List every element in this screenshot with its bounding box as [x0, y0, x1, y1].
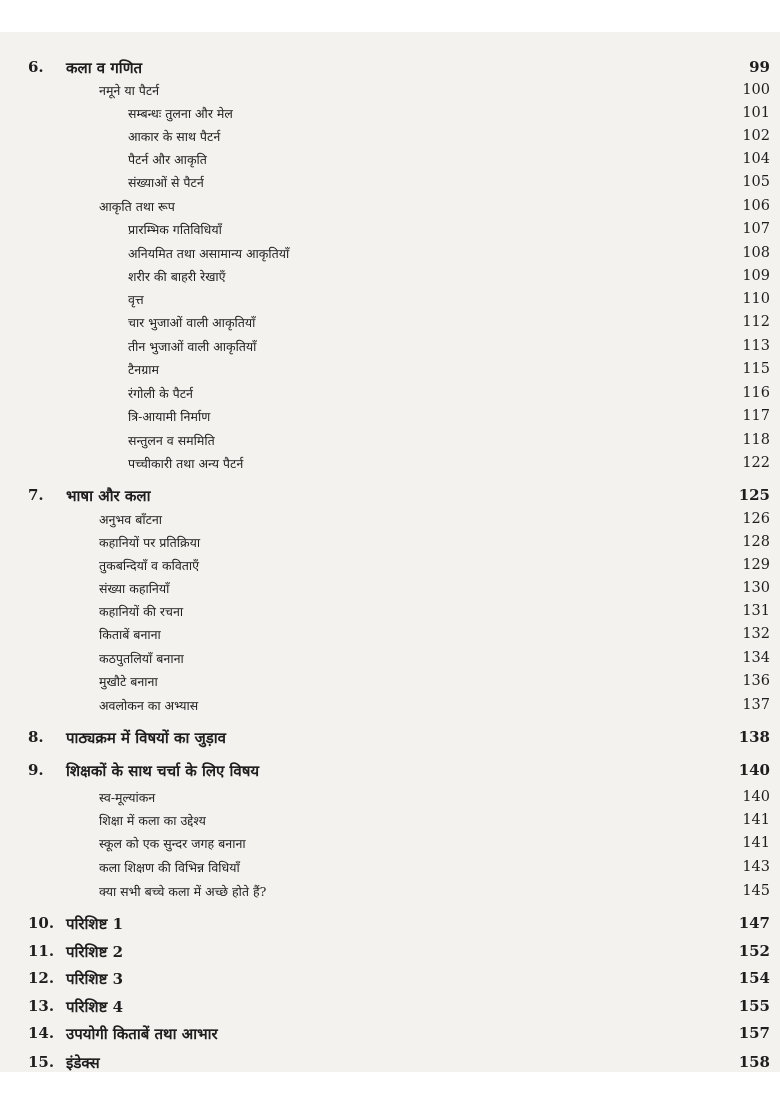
entry-title: क्या सभी बच्चे कला में अच्छे होते हैं? — [99, 884, 267, 899]
toc-chapter-row — [0, 726, 780, 748]
toc-entry-row — [0, 383, 780, 405]
toc-entry-row — [0, 671, 780, 693]
toc-entry-row — [0, 126, 780, 148]
page-number: 136 — [742, 673, 770, 689]
chapter-title: परिशिष्ट 2 — [66, 943, 124, 961]
toc-entry-row — [0, 881, 780, 903]
toc-entry-row — [0, 787, 780, 809]
toc-entry-row — [0, 312, 780, 334]
toc-entry-row — [0, 359, 780, 381]
page-number: 99 — [749, 58, 770, 76]
entry-title: अवलोकन का अभ्यास — [99, 698, 199, 713]
page-number: 145 — [742, 883, 770, 899]
page-number: 147 — [738, 914, 770, 932]
toc-entry-row — [0, 453, 780, 475]
toc-chapter-row — [0, 484, 780, 506]
chapter-number: 11. — [28, 942, 55, 960]
chapter-title: पाठ्यक्रम में विषयों का जुड़ाव — [66, 729, 226, 747]
page-number: 128 — [742, 534, 770, 550]
page-number: 134 — [742, 650, 770, 666]
toc-entry-row — [0, 336, 780, 358]
entry-title: शरीर की बाहरी रेखाएँ — [128, 269, 226, 284]
toc-entry-row — [0, 810, 780, 832]
page-number: 115 — [742, 361, 770, 377]
page-number: 100 — [742, 82, 770, 98]
entry-title: स्कूल को एक सुन्दर जगह बनाना — [99, 836, 246, 851]
toc-entry-row — [0, 509, 780, 531]
toc-entry-row — [0, 172, 780, 194]
entry-title: स्व-मूल्यांकन — [99, 790, 156, 805]
toc-chapter-row — [0, 759, 780, 781]
page-number: 117 — [742, 408, 770, 424]
chapter-number: 6. — [28, 58, 44, 76]
entry-title: आकृति तथा रूप — [99, 199, 175, 214]
page-number: 138 — [738, 728, 770, 746]
chapter-number: 15. — [28, 1053, 55, 1071]
chapter-number: 10. — [28, 914, 55, 932]
toc-entry-row — [0, 648, 780, 670]
toc-entry-row — [0, 555, 780, 577]
toc-chapter-row — [0, 1051, 780, 1073]
bottom-margin — [0, 1072, 780, 1108]
chapter-number: 8. — [28, 728, 44, 746]
entry-title: अनियमित तथा असामान्य आकृतियाँ — [128, 246, 290, 261]
page-number: 125 — [738, 486, 770, 504]
page-number: 108 — [742, 245, 770, 261]
toc-entry-row — [0, 833, 780, 855]
entry-title: पैटर्न और आकृति — [128, 152, 207, 167]
entry-title: चार भुजाओं वाली आकृतियाँ — [128, 315, 256, 330]
chapter-number: 13. — [28, 997, 55, 1015]
toc-entry-row — [0, 103, 780, 125]
toc-chapter-row — [0, 56, 780, 78]
entry-title: अनुभव बाँटना — [99, 512, 163, 527]
entry-title: टैनग्राम — [128, 362, 160, 377]
page-number: 116 — [742, 385, 770, 401]
chapter-title: उपयोगी किताबें तथा आभार — [66, 1025, 218, 1043]
entry-title: प्रारम्भिक गतिविधियाँ — [128, 222, 222, 237]
chapter-number: 14. — [28, 1024, 55, 1042]
entry-title: आकार के साथ पैटर्न — [128, 129, 221, 144]
page-number: 104 — [742, 151, 770, 167]
toc-entry-row — [0, 430, 780, 452]
chapter-title: भाषा और कला — [66, 487, 151, 505]
entry-title: संख्याओं से पैटर्न — [128, 175, 204, 190]
page-number: 140 — [742, 789, 770, 805]
toc-entry-row — [0, 578, 780, 600]
entry-title: वृत्त — [128, 292, 144, 307]
toc-entry-row — [0, 695, 780, 717]
toc-entry-row — [0, 80, 780, 102]
toc-chapter-row — [0, 1022, 780, 1044]
entry-title: शिक्षा में कला का उद्देश्य — [99, 813, 206, 828]
page-number: 129 — [742, 557, 770, 573]
page-number: 152 — [738, 942, 770, 960]
entry-title: तीन भुजाओं वाली आकृतियाँ — [128, 339, 257, 354]
toc-entry-row — [0, 219, 780, 241]
toc-entry-row — [0, 196, 780, 218]
page-number: 109 — [742, 268, 770, 284]
entry-title: सम्बन्धः तुलना और मेल — [128, 106, 233, 121]
chapter-title: परिशिष्ट 4 — [66, 998, 124, 1016]
entry-title: रंगोली के पैटर्न — [128, 386, 193, 401]
page-number: 113 — [742, 338, 770, 354]
entry-title: कठपुतलियाँ बनाना — [99, 651, 184, 666]
page-number: 132 — [742, 626, 770, 642]
chapter-number: 7. — [28, 486, 44, 504]
chapter-title: परिशिष्ट 1 — [66, 915, 124, 933]
entry-title: संख्या कहानियाँ — [99, 581, 170, 596]
page-number: 130 — [742, 580, 770, 596]
entry-title: कहानियों पर प्रतिक्रिया — [99, 535, 201, 550]
entry-title: त्रि-आयामी निर्माण — [128, 409, 211, 424]
page-number: 140 — [738, 761, 770, 779]
chapter-title: शिक्षकों के साथ चर्चा के लिए विषय — [66, 762, 260, 780]
entry-title: कला शिक्षण की विभिन्न विधियाँ — [99, 860, 240, 875]
page-number: 154 — [738, 969, 770, 987]
page-number: 105 — [742, 174, 770, 190]
toc-chapter-row — [0, 940, 780, 962]
toc-entry-row — [0, 532, 780, 554]
toc-chapter-row — [0, 912, 780, 934]
page-number: 137 — [742, 697, 770, 713]
entry-title: पच्चीकारी तथा अन्य पैटर्न — [128, 456, 244, 471]
toc-entry-row — [0, 289, 780, 311]
toc-entry-row — [0, 624, 780, 646]
page-number: 107 — [742, 221, 770, 237]
entry-title: कहानियों की रचना — [99, 604, 184, 619]
page-number: 106 — [742, 198, 770, 214]
chapter-number: 9. — [28, 761, 44, 779]
toc-chapter-row — [0, 967, 780, 989]
chapter-title: परिशिष्ट 3 — [66, 970, 124, 988]
top-margin — [0, 0, 780, 32]
entry-title: किताबें बनाना — [99, 627, 161, 642]
toc-entry-row — [0, 243, 780, 265]
page-number: 102 — [742, 128, 770, 144]
page-number: 155 — [738, 997, 770, 1015]
toc-entry-row — [0, 266, 780, 288]
page-number: 112 — [742, 314, 770, 330]
entry-title: तुकबन्दियाँ व कविताएँ — [99, 558, 200, 573]
page-number: 118 — [742, 432, 770, 448]
page-number: 131 — [742, 603, 770, 619]
page-number: 158 — [738, 1053, 770, 1071]
toc-chapter-row — [0, 995, 780, 1017]
page-number: 126 — [742, 511, 770, 527]
toc-entry-row — [0, 601, 780, 623]
page-number: 141 — [742, 812, 770, 828]
chapter-title: कला व गणित — [66, 59, 143, 77]
page-number: 122 — [742, 455, 770, 471]
entry-title: मुखौटे बनाना — [99, 674, 158, 689]
chapter-title: इंडेक्स — [66, 1054, 100, 1072]
toc-entry-row — [0, 406, 780, 428]
chapter-number: 12. — [28, 969, 55, 987]
page-number: 110 — [742, 291, 770, 307]
toc-entry-row — [0, 149, 780, 171]
entry-title: नमूने या पैटर्न — [99, 83, 160, 98]
entry-title: सन्तुलन व सममिति — [128, 433, 215, 448]
page-number: 101 — [742, 105, 770, 121]
toc-entry-row — [0, 857, 780, 879]
page-number: 157 — [738, 1024, 770, 1042]
page-number: 143 — [742, 859, 770, 875]
page-number: 141 — [742, 835, 770, 851]
